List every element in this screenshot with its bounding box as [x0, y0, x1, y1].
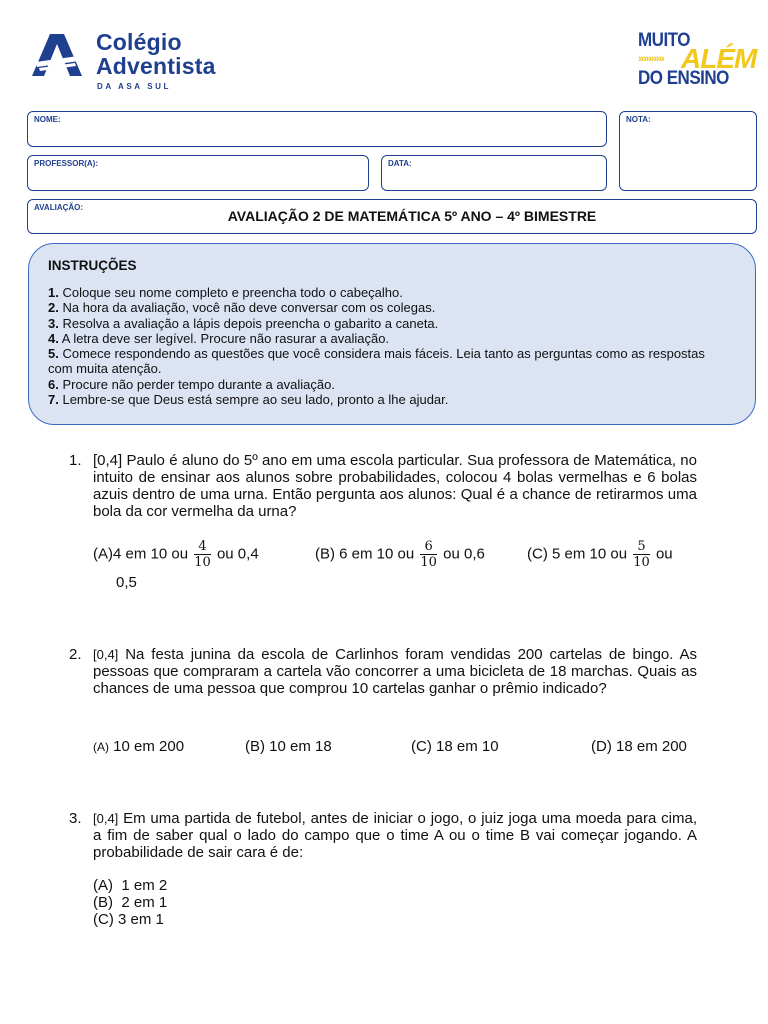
fraction: $\frac{5}{10}$: [633, 539, 650, 570]
instruction-item: 4. A letra deve ser legível. Procure não rasurar a avaliação.: [48, 330, 390, 346]
fraction: $\frac{6}{10}$: [420, 539, 437, 570]
arrows-icon: »»»»»: [638, 53, 664, 65]
question-1-number: 1.: [69, 452, 82, 469]
question-1-option-c-wrap: 0,5: [116, 574, 137, 591]
instruction-item: 3. Resolva a avaliação a lápis depois preencha o gabarito a caneta.: [48, 315, 439, 331]
question-1-option-a[interactable]: (A)4 em 10 ou $\frac{4}{10}$ ou 0,4: [93, 539, 259, 570]
exam-title: AVALIAÇÃO 2 DE MATEMÁTICA 5º ANO – 4º BIMESTRE: [227, 208, 597, 224]
school-subtitle: DA ASA SUL: [97, 82, 171, 91]
question-3-number: 3.: [69, 810, 82, 827]
question-2-number: 2.: [69, 646, 82, 663]
instructions-title: INSTRUÇÕES: [48, 258, 137, 273]
grade-field[interactable]: NOTA:: [619, 111, 757, 191]
slogan-logo: MUITO »»»»» ALÉM DO ENSINO: [638, 28, 757, 89]
question-1-text: [0,4] Paulo é aluno do 5º ano em uma escola particular. Sua professora de Matemática, no intuito de ensinar aos alunos sobre probabilidades, colocou 4 bolas vermelhas e 6 bolas azuis dentro de uma urna. Então pergunta aos alunos: Qual é a chance de retirarmos uma bola da cor vermelha da urna?: [93, 452, 697, 520]
question-2-option-a[interactable]: (A) 10 em 200: [93, 738, 185, 755]
school-name: Colégio Adventista: [96, 29, 216, 79]
question-3-option-b[interactable]: (B) 2 em 1: [93, 894, 168, 911]
school-logo-icon: [30, 32, 84, 78]
instructions-list: [48, 285, 728, 407]
question-1-option-b[interactable]: (B) 6 em 10 ou $\frac{6}{10}$ ou 0,6: [315, 539, 485, 570]
instruction-item: 7. Lembre-se que Deus está sempre ao seu lado, pronto a lhe ajudar.: [48, 392, 449, 408]
question-3-option-c[interactable]: (C) 3 em 1: [93, 911, 164, 928]
question-2-text: [0,4] Na festa junina da escola de Carlinhos foram vendidas 200 cartelas de bingo. As pessoas que compraram a cartela vão concorrer a uma bicicleta de 18 marchas. Quais as chances de uma pessoa que comprou 10 cartelas ganhar o prêmio indicado?: [93, 646, 698, 697]
question-2-option-c[interactable]: (C) 18 em 10: [411, 738, 499, 755]
fraction: $\frac{4}{10}$: [194, 539, 211, 570]
instruction-item: 2. Na hora da avaliação, você não deve conversar com os colegas.: [48, 300, 436, 316]
question-3-option-a[interactable]: (A) 1 em 2: [93, 877, 168, 894]
exam-field: AVALIAÇÃO: AVALIAÇÃO 2 DE MATEMÁTICA 5º ANO – 4º BIMESTRE: [27, 199, 757, 234]
question-2-option-d[interactable]: (D) 18 em 200: [591, 738, 687, 755]
instruction-item: 6. Procure não perder tempo durante a avaliação.: [48, 376, 335, 392]
instruction-item: 5. Comece respondendo as questões que você considera mais fáceis. Leia tanto as perguntas como as respostas com muita atenção.: [48, 346, 705, 377]
instruction-item: 1. Coloque seu nome completo e preencha todo o cabeçalho.: [48, 285, 403, 300]
date-field[interactable]: DATA:: [381, 155, 607, 191]
name-field[interactable]: NOME:: [27, 111, 607, 147]
question-2-option-b[interactable]: (B) 10 em 18: [245, 738, 332, 755]
question-3-text: [0,4] Em uma partida de futebol, antes de iniciar o jogo, o juiz joga uma moeda para cima, a fim de saber qual o lado do campo que o time A ou o time B vai começar jogando. A probabilidade de sair cara é de:: [93, 810, 697, 861]
teacher-field[interactable]: PROFESSOR(A):: [27, 155, 369, 191]
question-1-option-c[interactable]: (C) 5 em 10 ou $\frac{5}{10}$ ou: [527, 539, 673, 570]
instructions-panel: [28, 243, 756, 425]
